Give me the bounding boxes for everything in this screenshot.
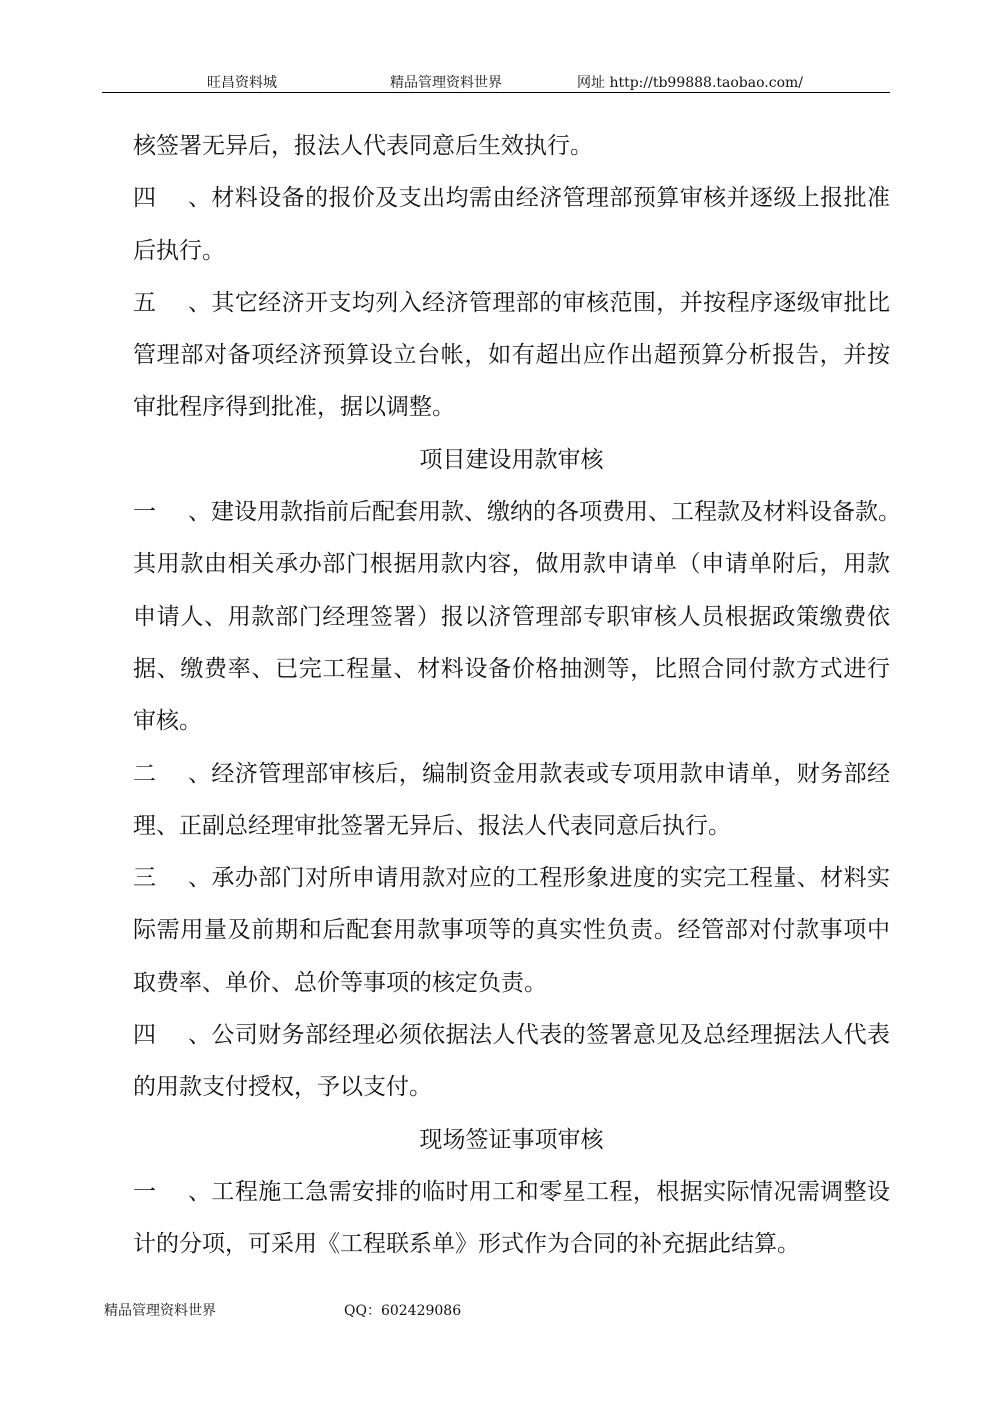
numbered-item xyxy=(133,748,890,800)
header-url: 网址 http://tb99888.taobao.com/ xyxy=(577,75,804,91)
text-line: 理、正副总经理审批签署无异后、报法人代表同意后执行。 xyxy=(133,812,731,839)
numbered-item xyxy=(133,277,890,329)
footer-site-name: 精品管理资料世界 xyxy=(104,1303,216,1319)
text-line: 管理部对备项经济预算设立台帐，如有超出应作出超预算分析报告，并按 xyxy=(133,342,890,369)
section-heading: 项目建设用款审核 xyxy=(419,446,604,473)
item-text: 承办部门对所申请用款对应的工程形象进度的实完工程量、材料实 xyxy=(211,865,890,892)
text-line: 审批程序得到批准，据以调整。 xyxy=(133,394,455,421)
item-number: 一、 xyxy=(133,499,211,526)
item-text: 工程施工急需安排的临时用工和零星工程，根据实际情况需调整设 xyxy=(211,1178,890,1205)
text-line: 计的分项，可采用《工程联系单》形式作为合同的补充据此结算。 xyxy=(133,1231,800,1258)
item-number: 四、 xyxy=(133,185,211,212)
item-number: 五、 xyxy=(133,289,211,316)
item-number: 四、 xyxy=(133,1022,211,1049)
text-line: 的用款支付授权，予以支付。 xyxy=(133,1074,432,1101)
item-text: 其它经济开支均列入经济管理部的审核范围，并按程序逐级审批比 xyxy=(211,289,890,316)
text-line: 际需用量及前期和后配套用款事项等的真实性负责。经管部对付款事项中 xyxy=(133,917,890,944)
text-line: 后执行。 xyxy=(133,237,225,264)
item-text: 经济管理部审核后，编制资金用款表或专项用款申请单，财务部经 xyxy=(211,760,890,787)
numbered-item xyxy=(133,1009,890,1061)
page-header xyxy=(102,66,890,93)
text-line: 核签署无异后，报法人代表同意后生效执行。 xyxy=(133,133,593,159)
page-footer xyxy=(104,1300,462,1320)
item-number: 二、 xyxy=(133,760,211,787)
document-body xyxy=(133,120,901,1271)
section-heading: 现场签证事项审核 xyxy=(419,1126,604,1153)
numbered-item xyxy=(133,486,901,538)
text-line: 申请人、用款部门经理签署）报以济管理部专职审核人员根据政策缴费依 xyxy=(133,603,890,630)
item-text: 材料设备的报价及支出均需由经济管理部预算审核并逐级上报批准 xyxy=(211,185,890,212)
text-line: 审核。 xyxy=(133,708,202,735)
footer-qq: QQ：602429086 xyxy=(344,1303,462,1319)
numbered-item xyxy=(133,1166,890,1218)
text-line: 据、缴费率、已完工程量、材料设备价格抽测等，比照合同付款方式进行 xyxy=(133,655,890,682)
item-number: 一、 xyxy=(133,1178,211,1205)
item-number: 三、 xyxy=(133,865,211,892)
header-site-name: 旺昌资料城 xyxy=(207,75,277,91)
numbered-item xyxy=(133,172,890,224)
text-line: 取费率、单价、总价等事项的核定负责。 xyxy=(133,969,547,996)
numbered-item xyxy=(133,852,890,904)
item-text: 建设用款指前后配套用款、缴纳的各项费用、工程款及材料设备款。 xyxy=(211,499,901,526)
item-text: 公司财务部经理必须依据法人代表的签署意见及总经理据法人代表 xyxy=(211,1022,890,1049)
text-line: 其用款由相关承办部门根据用款内容，做用款申请单（申请单附后，用款 xyxy=(133,551,890,578)
header-title: 精品管理资料世界 xyxy=(390,75,502,91)
